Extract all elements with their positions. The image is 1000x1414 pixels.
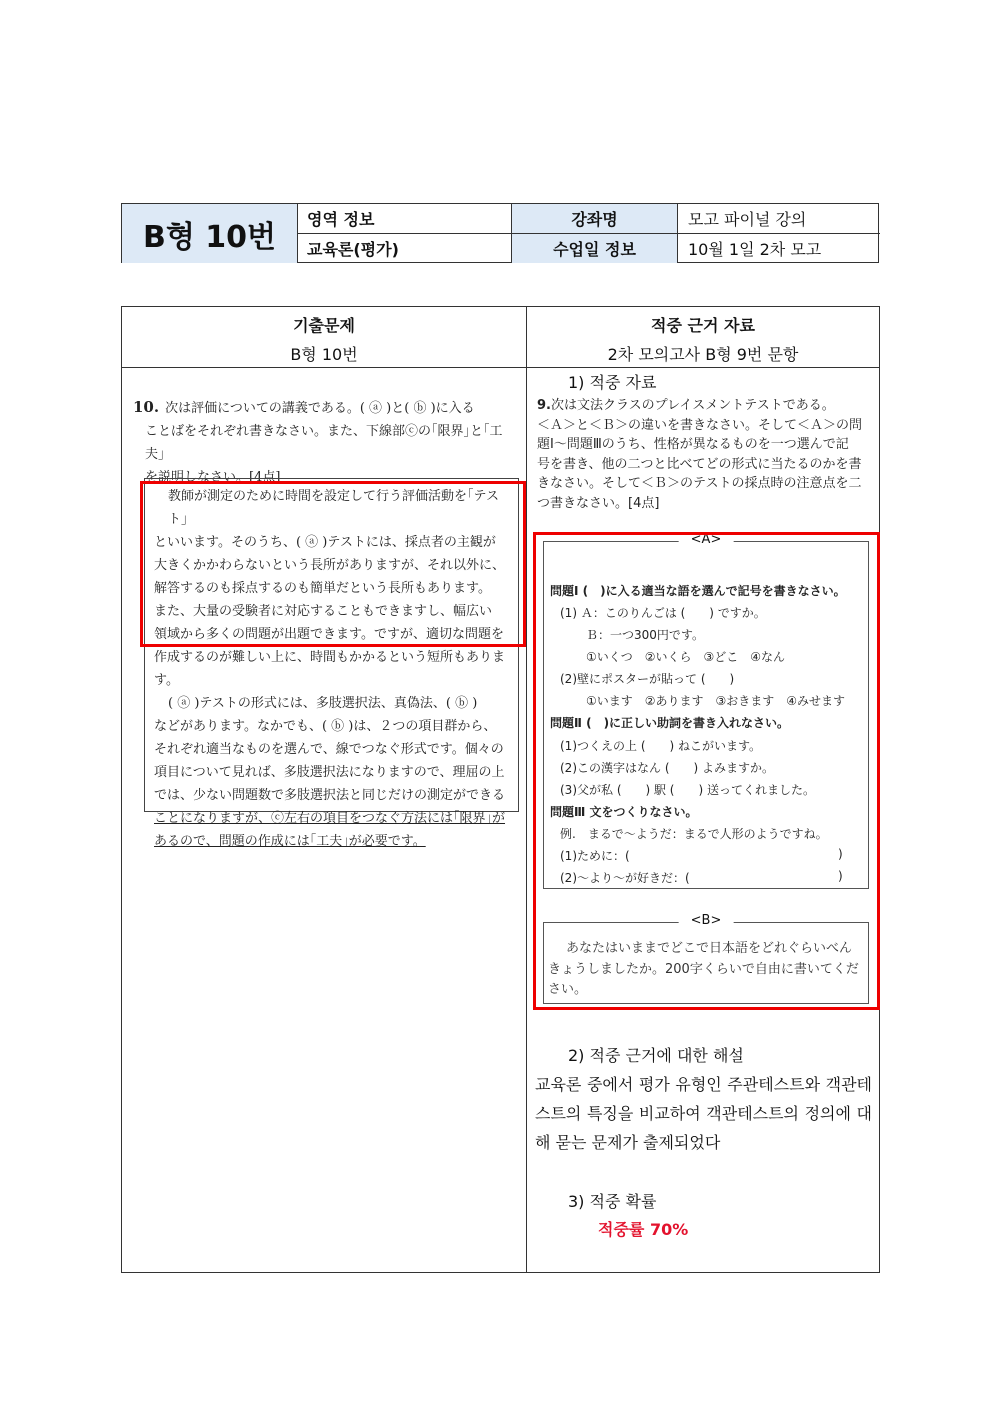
box-a-title: <A> xyxy=(679,532,734,547)
passage-line: それぞれ適当なものを選んで、線でつなぐ形式です。個々の xyxy=(154,742,504,757)
passage-line: といいます。そのうち、( ⓐ )テストには、採点者の主観が xyxy=(154,535,496,550)
section-2-heading: 2) 적중 근거에 대한 해설 xyxy=(568,1046,744,1065)
passage-line: また、大量の受験者に対応することもできますし、幅広い xyxy=(154,604,493,619)
box-a-line: 問題Ⅰ ( )に入る適当な語を選んで記号を書きなさい。 xyxy=(550,584,846,598)
explanation-text: 교육론 중에서 평가 유형인 주관테스트와 객관테스트의 특징을 비교하여 객관테스트의 정의에 대해 묻는 문제가 출제되었다 xyxy=(535,1075,872,1152)
left-subtitle: B형 10번 xyxy=(290,345,358,364)
date-label: 수업일 정보 xyxy=(512,234,678,263)
highlight-box-right xyxy=(533,532,880,1010)
box-a-line: (2)壁にポスターが貼って ( ) xyxy=(560,672,735,686)
right-column-header xyxy=(527,307,879,367)
section-3-heading: 3) 적중 확률 xyxy=(568,1192,657,1211)
highlight-box-left xyxy=(140,481,526,647)
box-b-title: <B> xyxy=(679,913,734,928)
left-column-header xyxy=(122,307,526,367)
box-a-line: (1) Ａ：このりんごは ( ) ですか。 xyxy=(560,606,766,620)
course-label: 강좌명 xyxy=(512,204,678,234)
box-a-line: (2)この漢字はなん ( ) よみますか。 xyxy=(560,761,774,775)
passage-line: などがあります。なかでも、( ⓑ )は、２つの項目群から、 xyxy=(154,719,497,734)
question-number: 9. xyxy=(537,398,551,413)
area-value: 교육론(평가) xyxy=(298,234,512,263)
passage-paragraph-2 xyxy=(154,692,510,853)
box-a-line: ①いくつ ②いくら ③どこ ④なん xyxy=(586,650,786,664)
question-line: 題Ⅰ～問題Ⅲのうち、性格が異なるものを一つ選んで記 xyxy=(537,437,849,452)
column-divider xyxy=(526,307,527,1272)
box-a-line: 例. まるで～ようだ：まるで人形のようですね。 xyxy=(560,827,828,841)
question-number: 10. xyxy=(133,398,160,416)
box-a-line: (3)父が私 ( ) 駅 ( ) 送ってくれました。 xyxy=(560,783,815,797)
box-a-line: 問題Ⅱ ( )に正しい助詞を書き入れなさい。 xyxy=(550,716,790,730)
passage-line-underlined: ことになりますが、ⓒ左右の項目をつなぐ方法には｢限界｣が xyxy=(154,811,506,826)
question-line: きなさい。そして＜Ｂ＞のテストの採点時の注意点を二 xyxy=(537,476,862,491)
box-a-line: (2)～より～が好きだ：( xyxy=(560,871,690,885)
box-a-line: (1)ために：( xyxy=(560,849,630,863)
question-line: 号を書き、他の二つと比べてどの形式に当たるのかを書 xyxy=(537,456,862,472)
course-value: 모고 파이널 강의 xyxy=(678,204,880,234)
right-title: 적중 근거 자료 xyxy=(651,316,755,335)
question-line: 次は文法クラスのプレイスメントテストである。 xyxy=(550,398,835,413)
box-b-text: あなたはいままでどこで日本語をどれぐらいべんきょうしましたか。200字くらいで自由に書いてください。 xyxy=(548,941,859,997)
right-subtitle: 2차 모의고사 B형 9번 문항 xyxy=(607,345,799,364)
passage-line: ( ⓐ )テストの形式には、多肢選択法、真偽法、( ⓑ ) xyxy=(168,696,478,711)
question-line: ことばをそれぞれ書きなさい。また、下線部ⓒの｢限界｣と｢工夫｣ xyxy=(145,424,503,462)
close-paren: ) xyxy=(838,847,843,861)
question-line: 次は評価についての講義である。( ⓐ )と( ⓑ )に入る xyxy=(165,401,475,416)
passage-line: 領域から多くの問題が出題できます。ですが、適切な問題を xyxy=(154,627,504,642)
close-paren: ) xyxy=(838,869,843,883)
exam-question xyxy=(133,396,521,489)
passage-line: 項目について見れば、多肢選択法になりますので、理屈の上 xyxy=(154,765,505,780)
box-a-line: (1)つくえの上 ( ) ねこがいます。 xyxy=(560,739,762,753)
info-table xyxy=(121,203,879,263)
header-divider xyxy=(122,367,879,368)
passage-line: では、少ない問題数で多肢選択法と同じだけの測定ができる xyxy=(154,788,506,803)
box-a-line: 問題Ⅲ 文をつくりなさい。 xyxy=(550,805,698,819)
section-1-heading: 1) 적중 자료 xyxy=(568,373,657,392)
mock-question xyxy=(537,396,875,513)
passage-line-underlined: あるので、問題の作成には｢工夫｣が必要です。 xyxy=(154,834,426,849)
passage-line: 解答するのも採点するのも簡単だという長所もあります。 xyxy=(154,581,491,596)
passage-line: 大きくかかわらないという長所がありますが、それ以外に、 xyxy=(154,558,506,573)
left-title: 기출문제 xyxy=(293,316,355,335)
question-id: B형 10번 xyxy=(122,204,298,263)
area-label: 영역 정보 xyxy=(298,204,512,234)
question-line: ＜Ａ＞と＜Ｂ＞の違いを書きなさい。そして＜Ａ＞の問 xyxy=(537,417,863,433)
box-a-line: Ｂ：一つ300円です。 xyxy=(586,628,704,642)
question-line: を説明しなさい。[4点] xyxy=(145,470,281,485)
question-line: つ書きなさい。[4点] xyxy=(537,495,660,511)
passage-line: 作成するのが難しい上に、時間もかかるという短所もあります。 xyxy=(154,650,506,688)
hit-rate: 적중률 70% xyxy=(598,1220,689,1239)
date-value: 10월 1일 2차 모고 xyxy=(688,240,822,259)
box-a-line: ①います ②あります ③おきます ④みせます xyxy=(586,694,846,708)
passage-line: 教師が測定のために時間を設定して行う評価活動を｢テスト｣ xyxy=(168,489,499,527)
